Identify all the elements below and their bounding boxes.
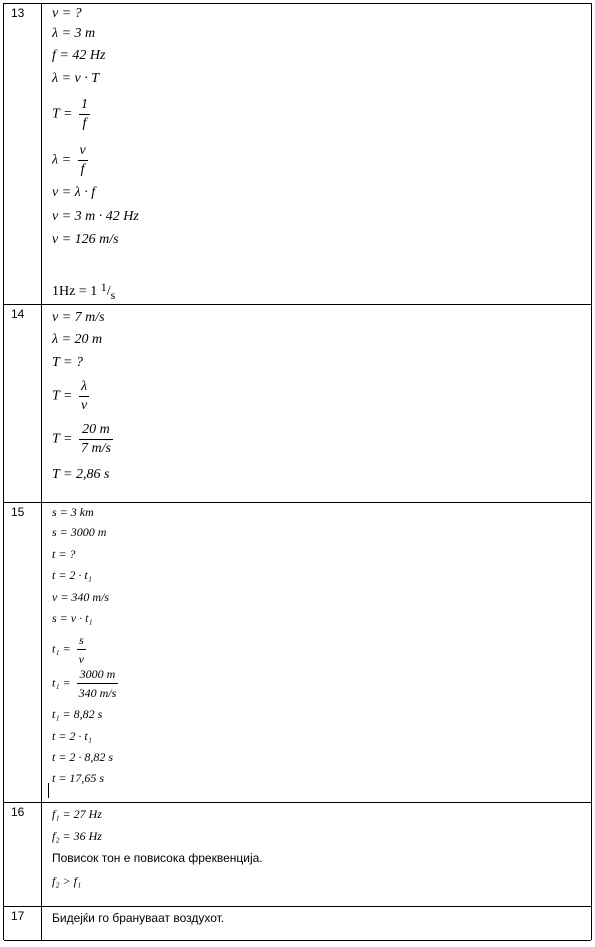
formula-line: λ = 20 m (52, 332, 103, 347)
formula-fraction-line: T = $\frac{1}{f}$ (52, 97, 88, 131)
answer-table (3, 3, 592, 940)
row-16 (4, 802, 591, 907)
formula-fraction-line: t₁ = $\frac{s}{v}$ (52, 633, 84, 666)
formula-line: s = v · t₁ (52, 611, 93, 625)
formula-line: v = 3 m · 42 Hz (52, 209, 139, 224)
formula-line: f₂ = 36 Hz (52, 829, 102, 843)
formula-line: t = 2 · 8,82 s (52, 750, 114, 764)
formula-line: s = 3000 m (52, 525, 107, 539)
row-17 (4, 906, 591, 941)
formula-line: v = ? (52, 6, 82, 21)
formula-line: v = λ · f (52, 185, 96, 200)
formula-line: v = 126 m/s (52, 232, 119, 247)
formula-line: f₂ > f₁ (52, 874, 82, 888)
row-number: 17 (11, 909, 25, 923)
row-13 (4, 3, 591, 305)
formula-fraction-line: T = $\frac{\lambda}{v}$ (52, 379, 88, 413)
formula-line: T = 2,86 s (52, 467, 110, 482)
formula-fraction-line: λ = $\frac{v}{f}$ (52, 143, 86, 177)
formula-line: s = 3 km (52, 505, 94, 519)
formula-fraction-line: 1Hz = 1 1/s (52, 280, 116, 302)
row-number: 15 (11, 505, 25, 519)
row-number: 13 (11, 6, 25, 20)
formula-line: t = 2 · t₁ (52, 568, 92, 582)
text-cursor (48, 783, 49, 798)
formula-line: λ = 3 m (52, 26, 96, 41)
formula-fraction-line: T = $\frac{20 m}{7 m/s}$ (52, 422, 111, 456)
row-number: 14 (11, 307, 25, 321)
formula-line: f = 42 Hz (52, 48, 106, 63)
formula-line: f₁ = 27 Hz (52, 807, 102, 821)
formula-line: v = 7 m/s (52, 310, 105, 325)
formula-line: λ = v · T (52, 71, 100, 86)
formula-line: t = 17,65 s (52, 771, 105, 785)
row-14 (4, 304, 591, 503)
formula-fraction-line: t₁ = $\frac{3000 m}{340 m/s}$ (52, 667, 117, 700)
formula-line: t = ? (52, 547, 76, 561)
formula-line: t = 2 · t₁ (52, 729, 92, 743)
row-15 (4, 502, 591, 803)
row-number: 16 (11, 805, 25, 819)
explanation-text: Бидејќи го брануваат воздухот. (52, 911, 225, 925)
formula-line: v = 340 m/s (52, 590, 110, 604)
formula-line: T = ? (52, 355, 83, 370)
formula-line: t₁ = 8,82 s (52, 707, 103, 721)
explanation-text: Повисок тон е повисока фреквенција. (52, 851, 263, 865)
